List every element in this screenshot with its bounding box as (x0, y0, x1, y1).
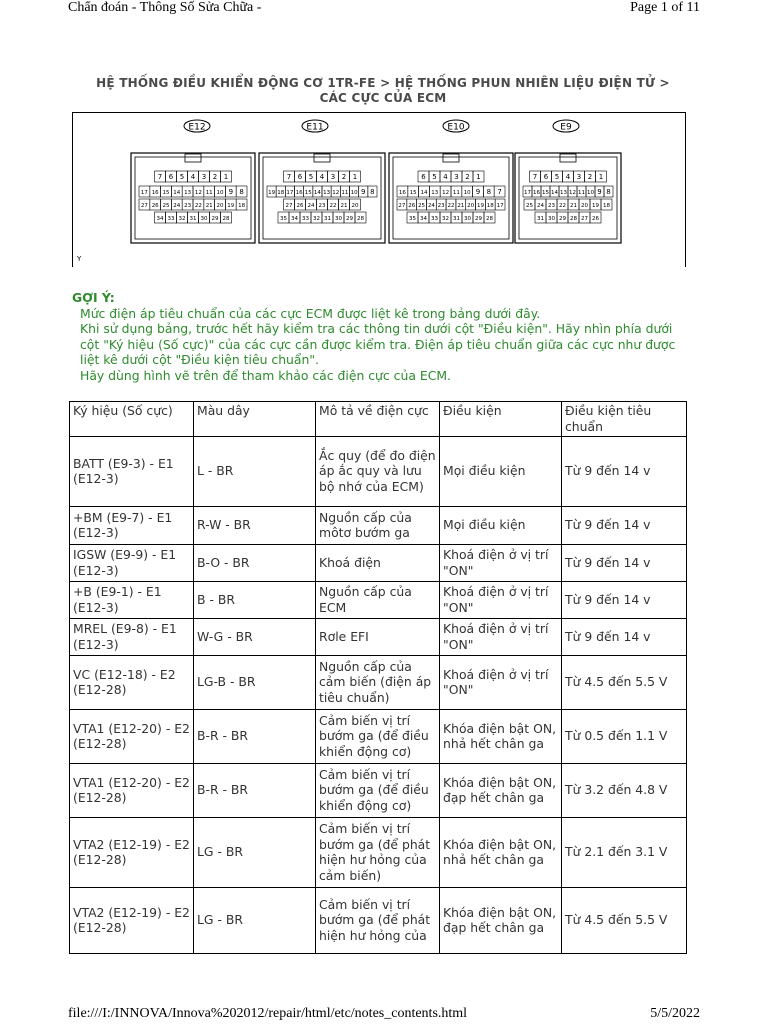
cell-wire-color: B-O - BR (194, 545, 316, 582)
cell-condition: Khoá điện ở vị trí "ON" (440, 582, 562, 619)
terminal-number: 11 (578, 190, 585, 196)
ecm-terminal-table (69, 401, 687, 954)
cell-description: Nguồn cấp của cảm biến (điện áp tiêu chuẩn) (316, 656, 440, 710)
cell-condition: Khóa điện bật ON, đạp hết chân ga (440, 888, 562, 954)
terminal-number: 20 (351, 203, 359, 209)
terminal-number: 6 (168, 173, 174, 181)
terminal-number: 21 (457, 203, 465, 209)
terminal-number: 33 (431, 216, 438, 222)
table-row (70, 545, 687, 582)
terminal-number: 18 (603, 203, 610, 209)
terminal-number: 6 (297, 173, 303, 181)
terminal-number: 5 (308, 173, 314, 181)
cell-terminal: +BM (E9-7) - E1 (E12-3) (70, 507, 194, 545)
cell-condition: Khóa điện bật ON, nhả hết chân ga (440, 818, 562, 888)
terminal-number: 31 (453, 216, 460, 222)
cell-standard: Từ 9 đến 14 v (562, 619, 687, 656)
cell-standard: Từ 4.5 đến 5.5 V (562, 656, 687, 710)
terminal-number: 21 (340, 203, 348, 209)
terminal-number: 5 (554, 173, 560, 181)
cell-description: Cảm biến vị trí bướm ga (để phát hiện hư hỏng của cảm biến) (316, 818, 440, 888)
terminal-number: 14 (420, 190, 428, 196)
terminal-number: 12 (569, 190, 576, 196)
terminal-number: 11 (341, 190, 349, 196)
cell-standard: Từ 3.2 đến 4.8 V (562, 764, 687, 818)
terminal-number: 25 (526, 203, 533, 209)
terminal-number: 21 (570, 203, 577, 209)
svg-text:E10: E10 (447, 122, 465, 133)
cell-description: Cảm biến vị trí bướm ga (để phát hiện hư hỏng của (316, 888, 440, 954)
terminal-number: 4 (565, 173, 571, 181)
table-header-row (70, 402, 687, 437)
cell-standard: Từ 0.5 đến 1.1 V (562, 710, 687, 764)
cell-description: Khoá điện (316, 545, 440, 582)
terminal-number: 27 (140, 203, 148, 209)
terminal-number: 8 (370, 188, 375, 196)
cell-standard: Từ 9 đến 14 v (562, 437, 687, 507)
terminal-number: 8 (486, 188, 492, 196)
table-row (70, 888, 687, 954)
terminal-number: 27 (398, 203, 406, 209)
terminal-number: 32 (313, 216, 320, 222)
terminal-number: 30 (464, 216, 471, 222)
terminal-number: 26 (408, 203, 416, 209)
terminal-number: 22 (559, 203, 566, 209)
terminal-number: 7 (286, 173, 292, 181)
table-row (70, 818, 687, 888)
cell-terminal: VTA2 (E12-19) - E2 (E12-28) (70, 888, 194, 954)
terminal-number: 30 (548, 216, 555, 222)
terminal-number: 16 (151, 190, 159, 196)
terminal-number: 29 (559, 216, 566, 222)
terminal-number: 14 (173, 190, 181, 196)
terminal-number: 23 (318, 203, 326, 209)
terminal-number: 7 (157, 173, 163, 181)
cell-terminal: VC (E12-18) - E2 (E12-28) (70, 656, 194, 710)
cell-condition: Mọi điều kiện (440, 437, 562, 507)
terminal-number: 13 (184, 190, 192, 196)
document-title (72, 76, 694, 106)
terminal-number: 27 (285, 203, 293, 209)
terminal-number: 12 (332, 190, 340, 196)
terminal-number: 28 (222, 216, 230, 222)
cell-description: Cảm biến vị trí bướm ga (để điều khiển động cơ) (316, 710, 440, 764)
connector-drawing (73, 113, 685, 267)
terminal-number: 7 (532, 173, 538, 181)
table-row (70, 437, 687, 507)
terminal-number: 17 (140, 190, 148, 196)
cell-wire-color: B-R - BR (194, 710, 316, 764)
terminal-number: 3 (330, 173, 336, 181)
terminal-number: 7 (497, 188, 502, 196)
terminal-number: 34 (420, 216, 427, 222)
terminal-number: 31 (324, 216, 331, 222)
terminal-number: 2 (212, 173, 218, 181)
header-condition: Điều kiện (440, 402, 562, 437)
terminal-number: 24 (173, 203, 181, 209)
table-row (70, 764, 687, 818)
cell-terminal: VTA1 (E12-20) - E2 (E12-28) (70, 764, 194, 818)
connector-e11 (259, 153, 385, 243)
terminal-number: 31 (537, 216, 544, 222)
hint-title: GỢI Ý: (72, 290, 115, 305)
terminal-number: 3 (201, 173, 207, 181)
terminal-number: 1 (223, 173, 229, 181)
cell-terminal: MREL (E9-8) - E1 (E12-3) (70, 619, 194, 656)
header-wire-color: Màu dây (194, 402, 316, 437)
terminal-number: 15 (162, 190, 170, 196)
terminal-number: 9 (597, 188, 602, 196)
terminal-number: 15 (542, 190, 549, 196)
terminal-number: 20 (216, 203, 224, 209)
cell-wire-color: LG - BR (194, 888, 316, 954)
title-line-2: CÁC CỰC CỦA ECM (319, 91, 447, 105)
terminal-number: 8 (239, 188, 244, 196)
terminal-number: 12 (442, 190, 450, 196)
terminal-number: 15 (304, 190, 312, 196)
terminal-number: 29 (211, 216, 219, 222)
header-terminal: Ký hiệu (Số cực) (70, 402, 194, 437)
cell-condition: Khóa điện bật ON, đạp hết chân ga (440, 764, 562, 818)
terminal-number: 18 (238, 203, 246, 209)
terminal-number: 30 (335, 216, 342, 222)
table-row (70, 619, 687, 656)
terminal-number: 35 (409, 216, 416, 222)
cell-description: Nguồn cấp của ECM (316, 582, 440, 619)
table-row (70, 507, 687, 545)
terminal-number: 9 (475, 188, 481, 196)
terminal-number: 32 (442, 216, 449, 222)
terminal-number: 2 (465, 173, 470, 181)
terminal-number: 29 (346, 216, 353, 222)
terminal-number: 22 (329, 203, 337, 209)
terminal-number: 24 (427, 203, 435, 209)
page-number: Page 1 of 11 (630, 0, 700, 15)
terminal-number: 25 (162, 203, 170, 209)
terminal-number: 9 (228, 188, 234, 196)
diagram-corner-label: Y (77, 255, 82, 263)
terminal-number: 14 (313, 190, 321, 196)
terminal-number: 21 (205, 203, 213, 209)
terminal-number: 14 (551, 190, 558, 196)
hint-box (72, 290, 692, 383)
hint-line-3: Hãy dùng hình vẽ trên để tham khảo các điện cực của ECM. (80, 367, 451, 383)
cell-wire-color: L - BR (194, 437, 316, 507)
terminal-number: 10 (587, 190, 594, 196)
svg-text:E12: E12 (188, 122, 206, 133)
terminal-number: 1 (352, 173, 358, 181)
terminal-number: 24 (537, 203, 544, 209)
terminal-number: 15 (409, 190, 417, 196)
terminal-number: 10 (350, 190, 358, 196)
title-line-1: HỆ THỐNG ĐIỀU KHIỂN ĐỘNG CƠ 1TR-FE > HỆ THỐNG PHUN NHIÊN LIỆU ĐIỆN TỬ > (96, 76, 670, 90)
cell-terminal: IGSW (E9-9) - E1 (E12-3) (70, 545, 194, 582)
terminal-number: 16 (295, 190, 303, 196)
terminal-number: 16 (533, 190, 540, 196)
terminal-number: 22 (194, 203, 202, 209)
cell-description: Rơle EFI (316, 619, 440, 656)
terminal-number: 9 (361, 188, 366, 196)
terminal-number: 24 (307, 203, 315, 209)
terminal-number: 13 (560, 190, 567, 196)
cell-condition: Khoá điện ở vị trí "ON" (440, 619, 562, 656)
terminal-number: 11 (452, 190, 460, 196)
terminal-number: 17 (496, 203, 504, 209)
terminal-number: 4 (443, 173, 448, 181)
cell-description: Ắc quy (để đo điện áp ắc quy và lưu bộ nhớ của ECM) (316, 437, 440, 507)
connector-label-e11 (302, 120, 328, 133)
terminal-number: 23 (437, 203, 445, 209)
terminal-number: 29 (475, 216, 482, 222)
cell-terminal: VTA2 (E12-19) - E2 (E12-28) (70, 818, 194, 888)
cell-standard: Từ 4.5 đến 5.5 V (562, 888, 687, 954)
cell-standard: Từ 2.1 đến 3.1 V (562, 818, 687, 888)
terminal-number: 25 (418, 203, 426, 209)
terminal-number: 34 (156, 216, 164, 222)
header-description: Mô tả về điện cực (316, 402, 440, 437)
terminal-number: 2 (587, 173, 593, 181)
terminal-number: 4 (190, 173, 196, 181)
header-standard: Điều kiện tiêu chuẩn (562, 402, 687, 437)
terminal-number: 4 (319, 173, 325, 181)
cell-wire-color: B - BR (194, 582, 316, 619)
terminal-number: 10 (216, 190, 224, 196)
cell-wire-color: B-R - BR (194, 764, 316, 818)
table-row (70, 710, 687, 764)
terminal-number: 1 (476, 173, 481, 181)
terminal-number: 13 (431, 190, 439, 196)
terminal-number: 22 (447, 203, 455, 209)
table-row (70, 656, 687, 710)
svg-text:E11: E11 (306, 122, 324, 133)
terminal-number: 19 (227, 203, 235, 209)
svg-text:E9: E9 (560, 122, 572, 133)
terminal-number: 32 (178, 216, 186, 222)
terminal-number: 30 (200, 216, 208, 222)
terminal-number: 16 (398, 190, 406, 196)
terminal-number: 11 (205, 190, 213, 196)
cell-description: Nguồn cấp của môtơ bướm ga (316, 507, 440, 545)
terminal-number: 12 (194, 190, 202, 196)
connector-e10 (389, 153, 513, 243)
terminal-number: 27 (581, 216, 588, 222)
hint-line-1: Mức điện áp tiêu chuẩn của các cực ECM được liệt kê trong bảng dưới đây. (80, 305, 541, 321)
terminal-number: 31 (189, 216, 197, 222)
terminal-number: 13 (323, 190, 331, 196)
terminal-number: 19 (592, 203, 599, 209)
terminal-number: 28 (486, 216, 493, 222)
terminal-number: 3 (454, 173, 459, 181)
terminal-number: 26 (151, 203, 159, 209)
terminal-number: 3 (576, 173, 582, 181)
cell-condition: Khoá điện ở vị trí "ON" (440, 545, 562, 582)
terminal-number: 33 (302, 216, 309, 222)
terminal-number: 26 (592, 216, 599, 222)
terminal-number: 20 (467, 203, 475, 209)
terminal-number: 17 (524, 190, 531, 196)
print-date: 5/5/2022 (650, 1006, 700, 1021)
terminal-number: 2 (341, 173, 347, 181)
cell-wire-color: LG-B - BR (194, 656, 316, 710)
connector-e9 (515, 153, 621, 243)
terminal-number: 35 (280, 216, 287, 222)
hint-line-2: Khi sử dụng bảng, trước hết hãy kiểm tra các thông tin dưới cột "Điều kiện". Hãy nhìn phía dưới cột "Ký hiệu (Số cực)" của các cực cần được kiểm tra. Điện áp tiêu chuẩn giữa các cực như được liệt kê dưới cột "Điều kiện tiêu chuẩn". (80, 321, 676, 367)
cell-standard: Từ 9 đến 14 v (562, 507, 687, 545)
cell-standard: Từ 9 đến 14 v (562, 545, 687, 582)
terminal-number: 20 (581, 203, 588, 209)
connector-label-e9 (553, 120, 579, 133)
terminal-number: 5 (432, 173, 437, 181)
terminal-number: 5 (179, 173, 185, 181)
page-header-title: Chẩn đoán - Thông Số Sửa Chữa - (68, 0, 262, 15)
connector-label-e12 (184, 120, 210, 133)
ecm-connector-diagram (72, 112, 686, 267)
cell-wire-color: R-W - BR (194, 507, 316, 545)
cell-terminal: +B (E9-1) - E1 (E12-3) (70, 582, 194, 619)
terminal-number: 23 (184, 203, 192, 209)
terminal-number: 28 (357, 216, 364, 222)
terminal-number: 26 (296, 203, 304, 209)
terminal-number: 34 (291, 216, 298, 222)
file-path: file:///I:/INNOVA/Innova%202012/repair/html/etc/notes_contents.html (68, 1006, 468, 1021)
cell-terminal: BATT (E9-3) - E1 (E12-3) (70, 437, 194, 507)
terminal-number: 19 (476, 203, 484, 209)
terminal-number: 6 (421, 173, 426, 181)
cell-standard: Từ 9 đến 14 v (562, 582, 687, 619)
terminal-number: 19 (268, 190, 276, 196)
cell-condition: Khóa điện bật ON, nhả hết chân ga (440, 710, 562, 764)
cell-condition: Khoá điện ở vị trí "ON" (440, 656, 562, 710)
cell-terminal: VTA1 (E12-20) - E2 (E12-28) (70, 710, 194, 764)
terminal-number: 8 (606, 188, 611, 196)
terminal-number: 28 (570, 216, 577, 222)
terminal-number: 10 (463, 190, 471, 196)
terminal-number: 6 (543, 173, 549, 181)
cell-condition: Mọi điều kiện (440, 507, 562, 545)
connector-label-e10 (443, 120, 469, 133)
terminal-number: 18 (277, 190, 285, 196)
terminal-number: 18 (486, 203, 494, 209)
terminal-number: 17 (286, 190, 294, 196)
terminal-number: 1 (598, 173, 604, 181)
table-row (70, 582, 687, 619)
cell-description: Cảm biến vị trí bướm ga (để điều khiển động cơ) (316, 764, 440, 818)
terminal-number: 33 (167, 216, 175, 222)
connector-e12 (131, 153, 255, 243)
terminal-number: 23 (548, 203, 555, 209)
cell-wire-color: LG - BR (194, 818, 316, 888)
cell-wire-color: W-G - BR (194, 619, 316, 656)
